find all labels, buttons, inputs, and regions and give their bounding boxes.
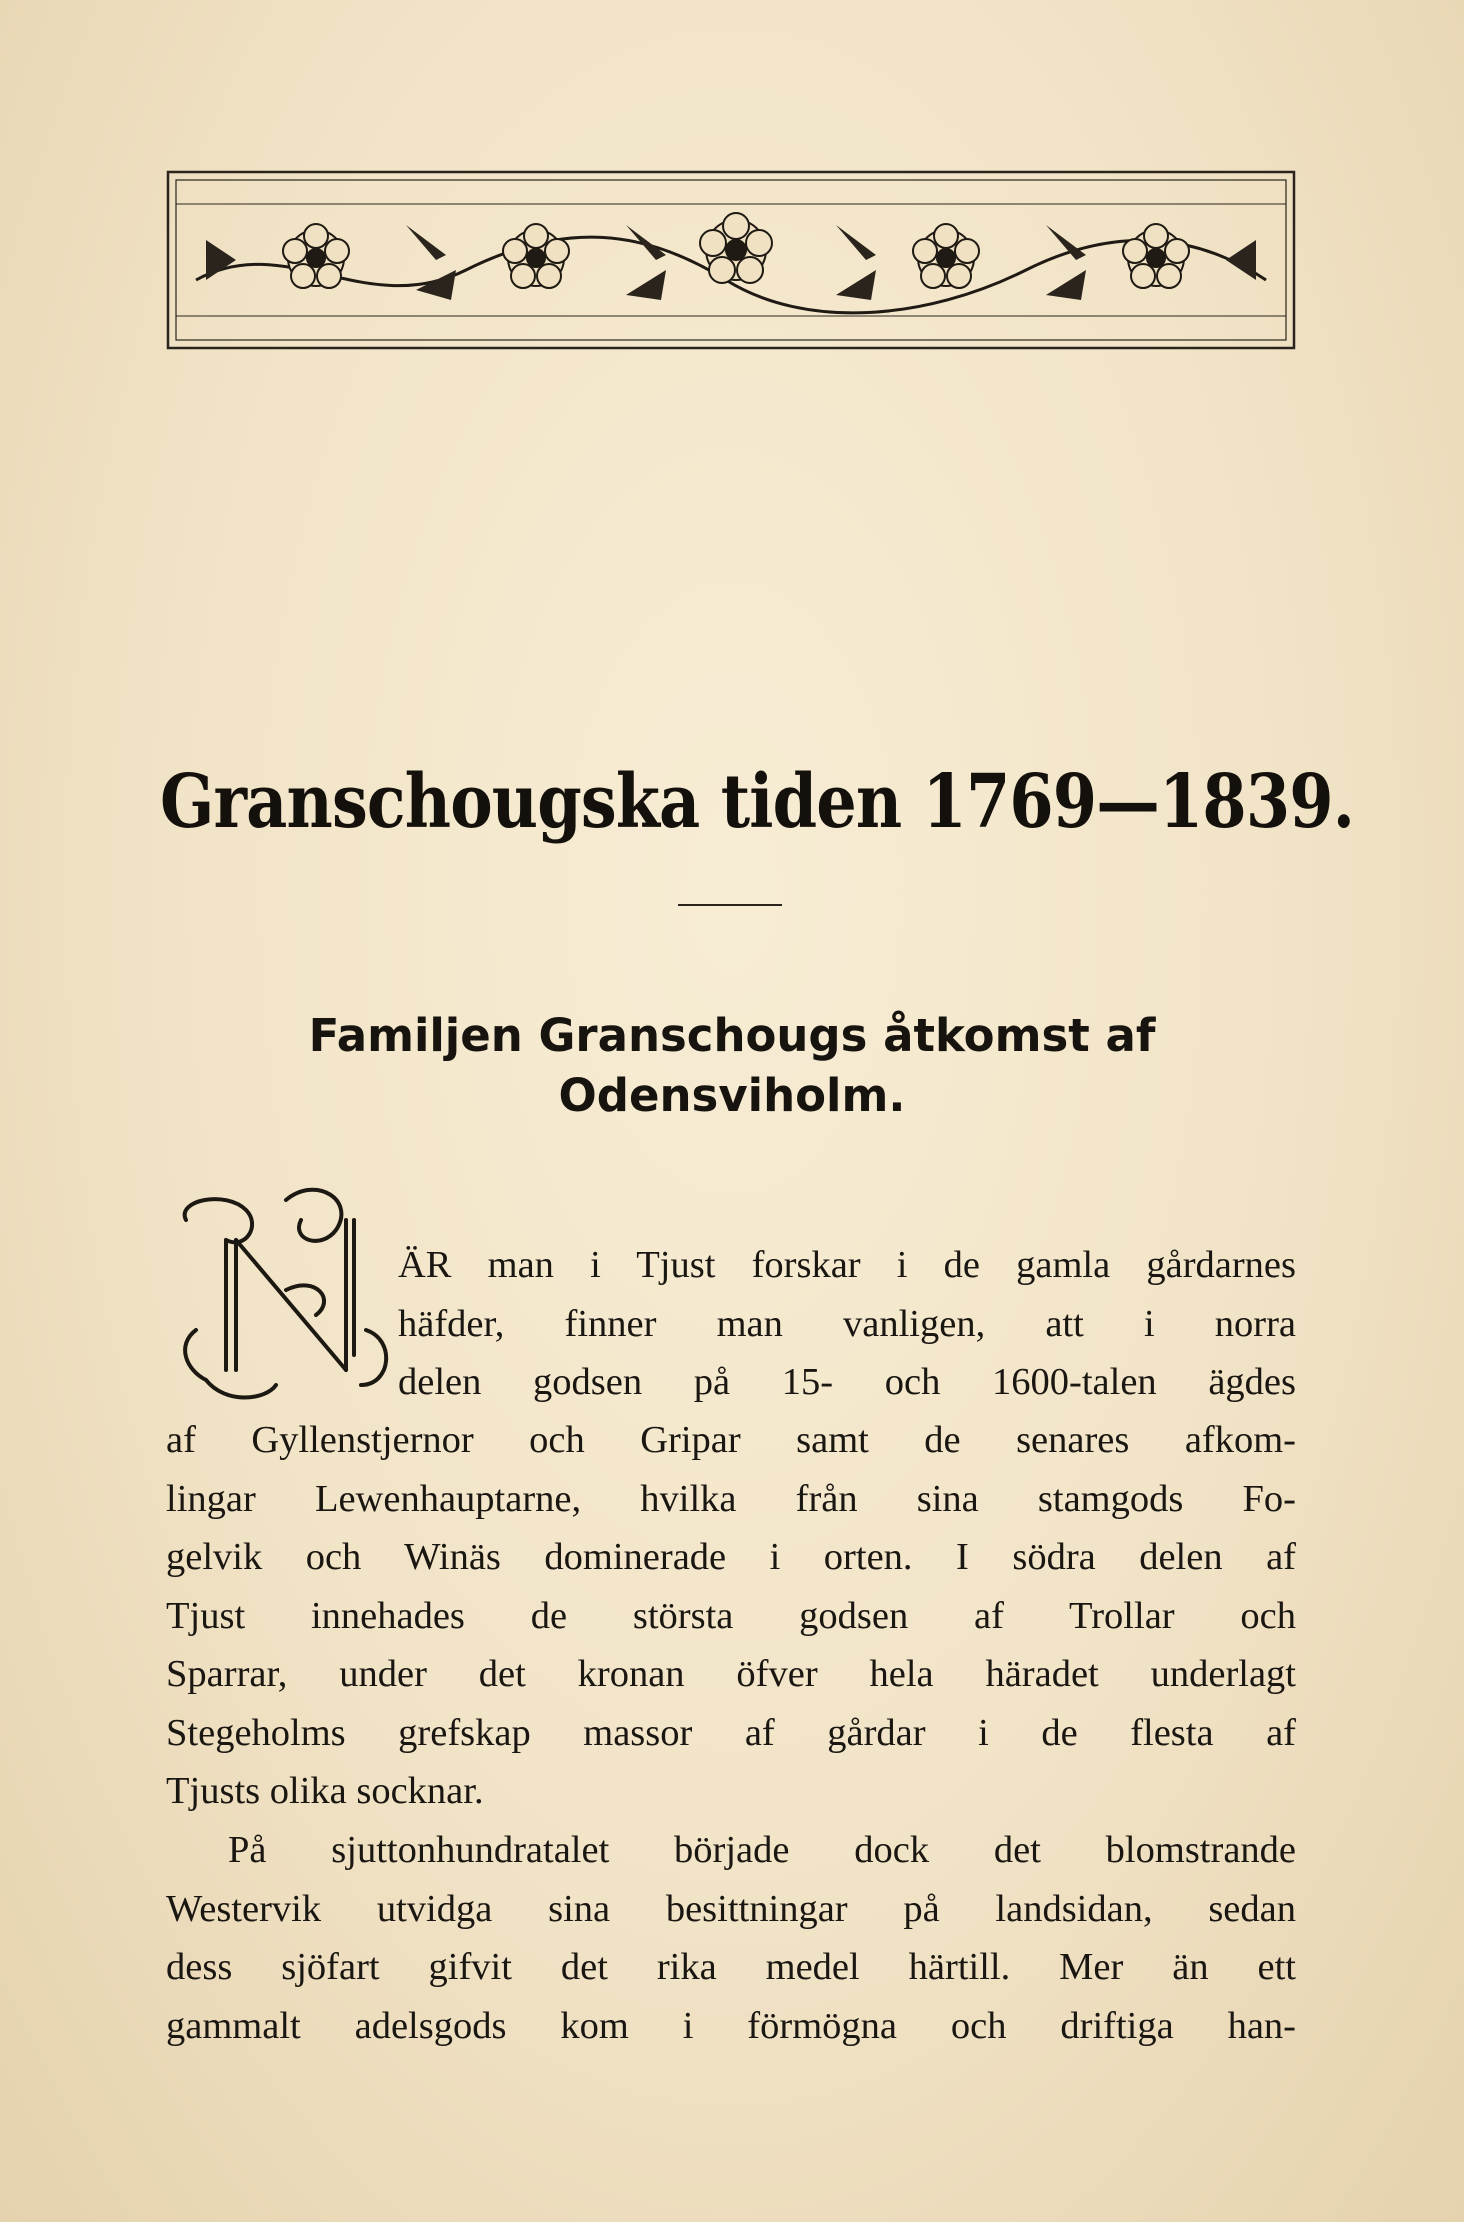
paragraph-1-body xyxy=(166,1411,1296,1821)
paragraph-1-line-4: af Gyllenstjernor och Gripar samt de senares afkom- xyxy=(166,1419,1296,1461)
paragraph-1-line-2: häfder, finner man vanligen, att i norra xyxy=(398,1302,1296,1345)
section-heading-line-2: Odensviholm. xyxy=(558,1069,906,1122)
title-divider xyxy=(678,904,782,906)
paragraph-1-line-7: Tjust innehades de största godsen af Trollar och xyxy=(166,1594,1296,1637)
paragraph-2-line-1: På sjuttonhundratalet började dock det blomstrande xyxy=(228,1829,1296,1871)
paragraph-1-line-6: gelvik och Winäs dominerade i orten. I södra delen af xyxy=(166,1536,1296,1578)
paragraph-1-head xyxy=(398,1236,1296,1412)
paragraph-1-line-3: delen godsen på 15- och 1600-talen ägdes xyxy=(398,1361,1296,1403)
dropcap-ornament xyxy=(166,1180,406,1410)
section-heading xyxy=(200,1006,1264,1126)
paragraph-1-line-9: Stegeholms grefskap massor af gårdar i de flesta af xyxy=(166,1711,1296,1754)
paragraph-2-line-4: gammalt adelsgods kom i förmögna och driftiga han- xyxy=(166,2004,1296,2047)
dropcap-n-icon xyxy=(166,1180,406,1410)
paragraph-1-line-5: lingar Lewenhauptarne, hvilka från sina stamgods Fo- xyxy=(166,1477,1296,1520)
section-heading-line-1: Familjen Granschougs åtkomst af xyxy=(308,1009,1156,1062)
paragraph-2-line-2: Westervik utvidga sina besittningar på landsidan, sedan xyxy=(166,1887,1296,1930)
paragraph-1-line-10: Tjusts olika socknar. xyxy=(166,1770,484,1812)
paragraph-2-line-3: dess sjöfart gifvit det rika medel härtill. Mer än ett xyxy=(166,1946,1296,1988)
paragraph-1-line-8: Sparrar, under det kronan öfver hela häradet underlagt xyxy=(166,1653,1296,1695)
floral-ornament-header xyxy=(166,170,1296,350)
chapter-title: Granschougska tiden 1769—1839. xyxy=(160,759,1354,845)
floral-ornament-icon xyxy=(166,170,1296,350)
paragraph-1-line-1: ÄR man i Tjust forskar i de gamla gårdarnes xyxy=(398,1244,1296,1286)
paragraph-2 xyxy=(166,1821,1296,2055)
